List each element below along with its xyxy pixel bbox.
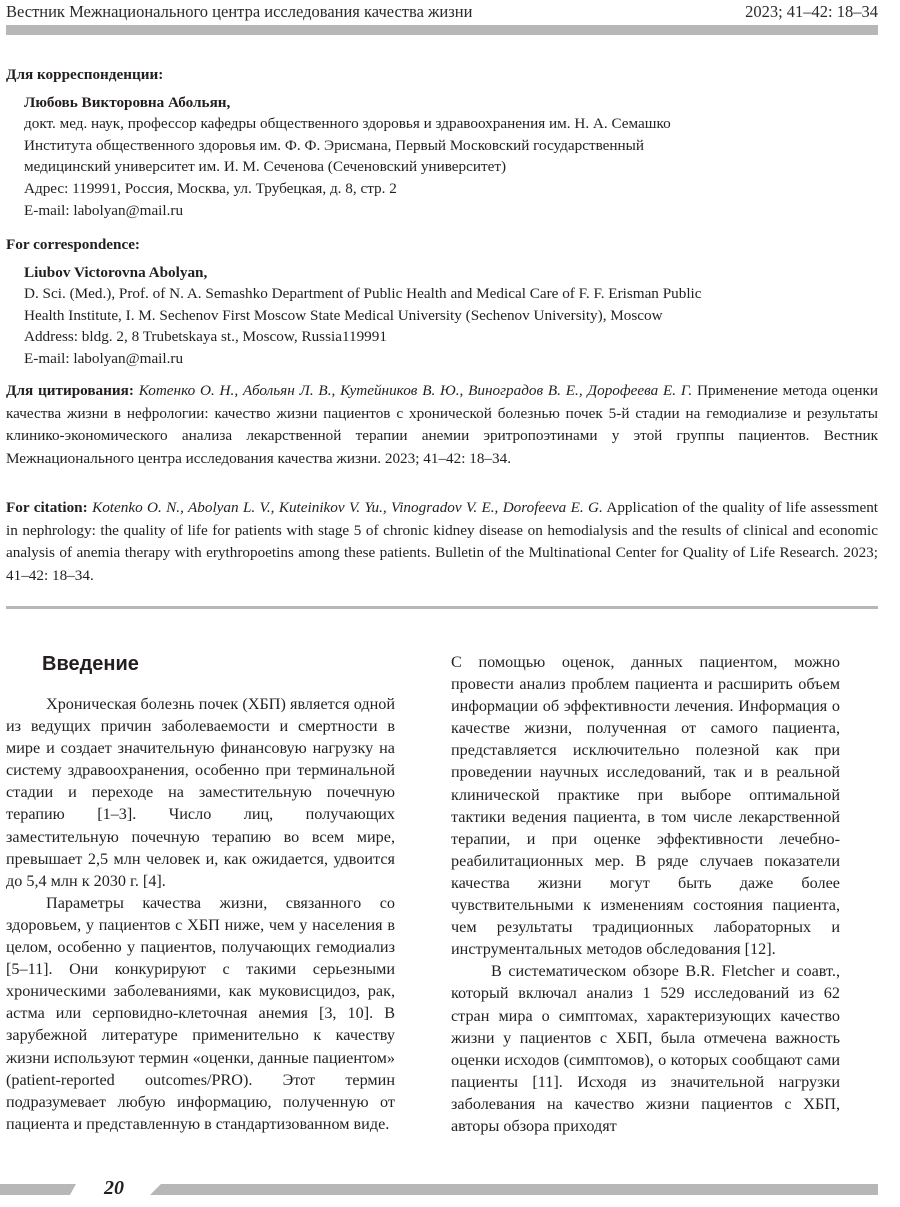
correspondence-ru-name: Любовь Викторовна Абольян, [24, 93, 231, 111]
body-paragraph: В систематическом обзоре B.R. Fletcher и соавт., который включал анализ 1 529 исследований из 62 стран мира о симптомах, характеризующих качество жизни у пациентов с ХБП, была отмечена важность оценки исходов (симптомов), о которых сообщают сами пациенты [11]. Исходя из значительной нагрузки заболевания на качество жизни пациентов с ХБП, авторы обзора приходят [451, 962, 840, 1135]
body-paragraph: Хроническая болезнь почек (ХБП) является одной из ведущих причин заболеваемости и смертности в мире и создает значительную финансовую нагрузку на систему здравоохранения, особенно при терминальной стадии и переходе на заместительную почечную терапию [1–3]. Число лиц, получающих заместительную почечную терапию во всем мире, превышает 2,5 млн человек и, как ожидается, удвоится до 5,4 млн к 2030 г. [4]. [6, 695, 395, 890]
citation-en-label: For citation: [6, 499, 88, 516]
page-number: 20 [104, 1177, 124, 1199]
left-column [6, 651, 395, 1135]
citation-en-authors: Kotenko O. N., Abolyan L. V., Kuteinikov V. Yu., Vinogradov V. E., Dorofeeva E. G. [92, 499, 603, 516]
page-footer [0, 1177, 900, 1199]
correspondence-en [6, 234, 878, 370]
footer-bar-left [0, 1184, 76, 1195]
journal-title: Вестник Межнационального центра исследования качества жизни [6, 2, 473, 21]
correspondence-en-email: E-mail: labolyan@mail.ru [24, 349, 184, 367]
section-heading: Введение [42, 653, 139, 675]
section-divider [6, 606, 878, 609]
citation-en [6, 497, 878, 587]
correspondence-ru [6, 64, 878, 221]
correspondence-ru-line: докт. мед. наук, профессор кафедры общественного здоровья и здравоохранения им. Н. А. Семашко [24, 115, 671, 133]
correspondence-en-line: Health Institute, I. M. Sechenov First Moscow State Medical University (Sechenov University), Moscow [24, 306, 663, 324]
running-header [6, 2, 878, 22]
header-bar [6, 25, 878, 35]
footer-bar-right [150, 1184, 878, 1195]
citation-ru-text: Применение метода оценки качества жизни в нефрологии: качество жизни пациентов с хронической болезнью почек 5-й стадии на гемодиализе и результаты клинико-экономического анализа лекарственной терапии анемии эритропоэтинами у этой группы пациентов. Вестник Межнационального центра исследования качества жизни. 2023; 41–42: 18–34. [6, 382, 878, 467]
correspondence-ru-label: Для корреспонденции: [6, 66, 164, 83]
citation-ru-label: Для цитирования: [6, 382, 134, 399]
body-paragraph: Параметры качества жизни, связанного со здоровьем, у пациентов с ХБП ниже, чем у населения в целом, особенно у пациентов, получающих гемодиализ [5–11]. Они конкурируют с такими серьезными хроническими заболеваниями, как муковисцидоз, рак, астма или серповидно-клеточная анемия [3, 10]. В зарубежной литературе применительно к качеству жизни используют термин «оценки, данные пациентом» (patient-reported outcomes/PRO). Этот термин подразумевает любую информацию, полученную от пациента и представленную в стандартизованном виде. [6, 893, 395, 1133]
right-column [451, 651, 840, 1137]
correspondence-en-address: Address: bldg. 2, 8 Trubetskaya st., Moscow, Russia119991 [24, 328, 387, 346]
citation-en-text: Application of the quality of life assessment in nephrology: the quality of life for patients with stage 5 of chronic kidney disease on hemodialysis and the results of clinical and economic analysis of anemia therapy with erythropoetins among these patients. Bulletin of the Multinational Center for Quality of Life Research. 2023; 41–42: 18–34. [6, 499, 879, 584]
correspondence-ru-email: E-mail: labolyan@mail.ru [24, 201, 184, 219]
correspondence-ru-address: Адрес: 119991, Россия, Москва, ул. Трубецкая, д. 8, стр. 2 [24, 179, 397, 197]
issue-info: 2023; 41–42: 18–34 [745, 2, 878, 21]
correspondence-ru-line: Института общественного здоровья им. Ф. Ф. Эрисмана, Первый Московский государственный [24, 136, 644, 154]
correspondence-en-line: D. Sci. (Med.), Prof. of N. A. Semashko Department of Public Health and Medical Care of F. F. Erisman Public [24, 285, 702, 303]
correspondence-en-name: Liubov Victorovna Abolyan, [24, 263, 208, 281]
citation-ru [6, 380, 878, 470]
correspondence-en-label: For correspondence: [6, 236, 140, 253]
citation-ru-authors: Котенко О. Н., Абольян Л. В., Кутейников В. Ю., Виноградов В. Е., Дорофеева Е. Г. [138, 382, 693, 399]
body-paragraph: С помощью оценок, данных пациентом, можно провести анализ проблем пациента и расширить объем информации об эффективности лечения. Информация о качестве жизни, полученная от самого пациента, представляется исключительно полезной как при проведении научных исследований, так и в реальной клинической практике при выборе оптимальной тактики ведения пациента, в том числе лекарственной терапии, и при оценке эффективности лечебно-реабилитационных мер. В ряде случаев показатели качества жизни могут быть даже более чувствительными к изменениям состояния пациента, чем результаты традиционных лабораторных и инструментальных методов обследования [12]. [451, 653, 840, 959]
correspondence-ru-line: медицинский университет им. И. М. Сеченова (Сеченовский университет) [24, 158, 507, 176]
